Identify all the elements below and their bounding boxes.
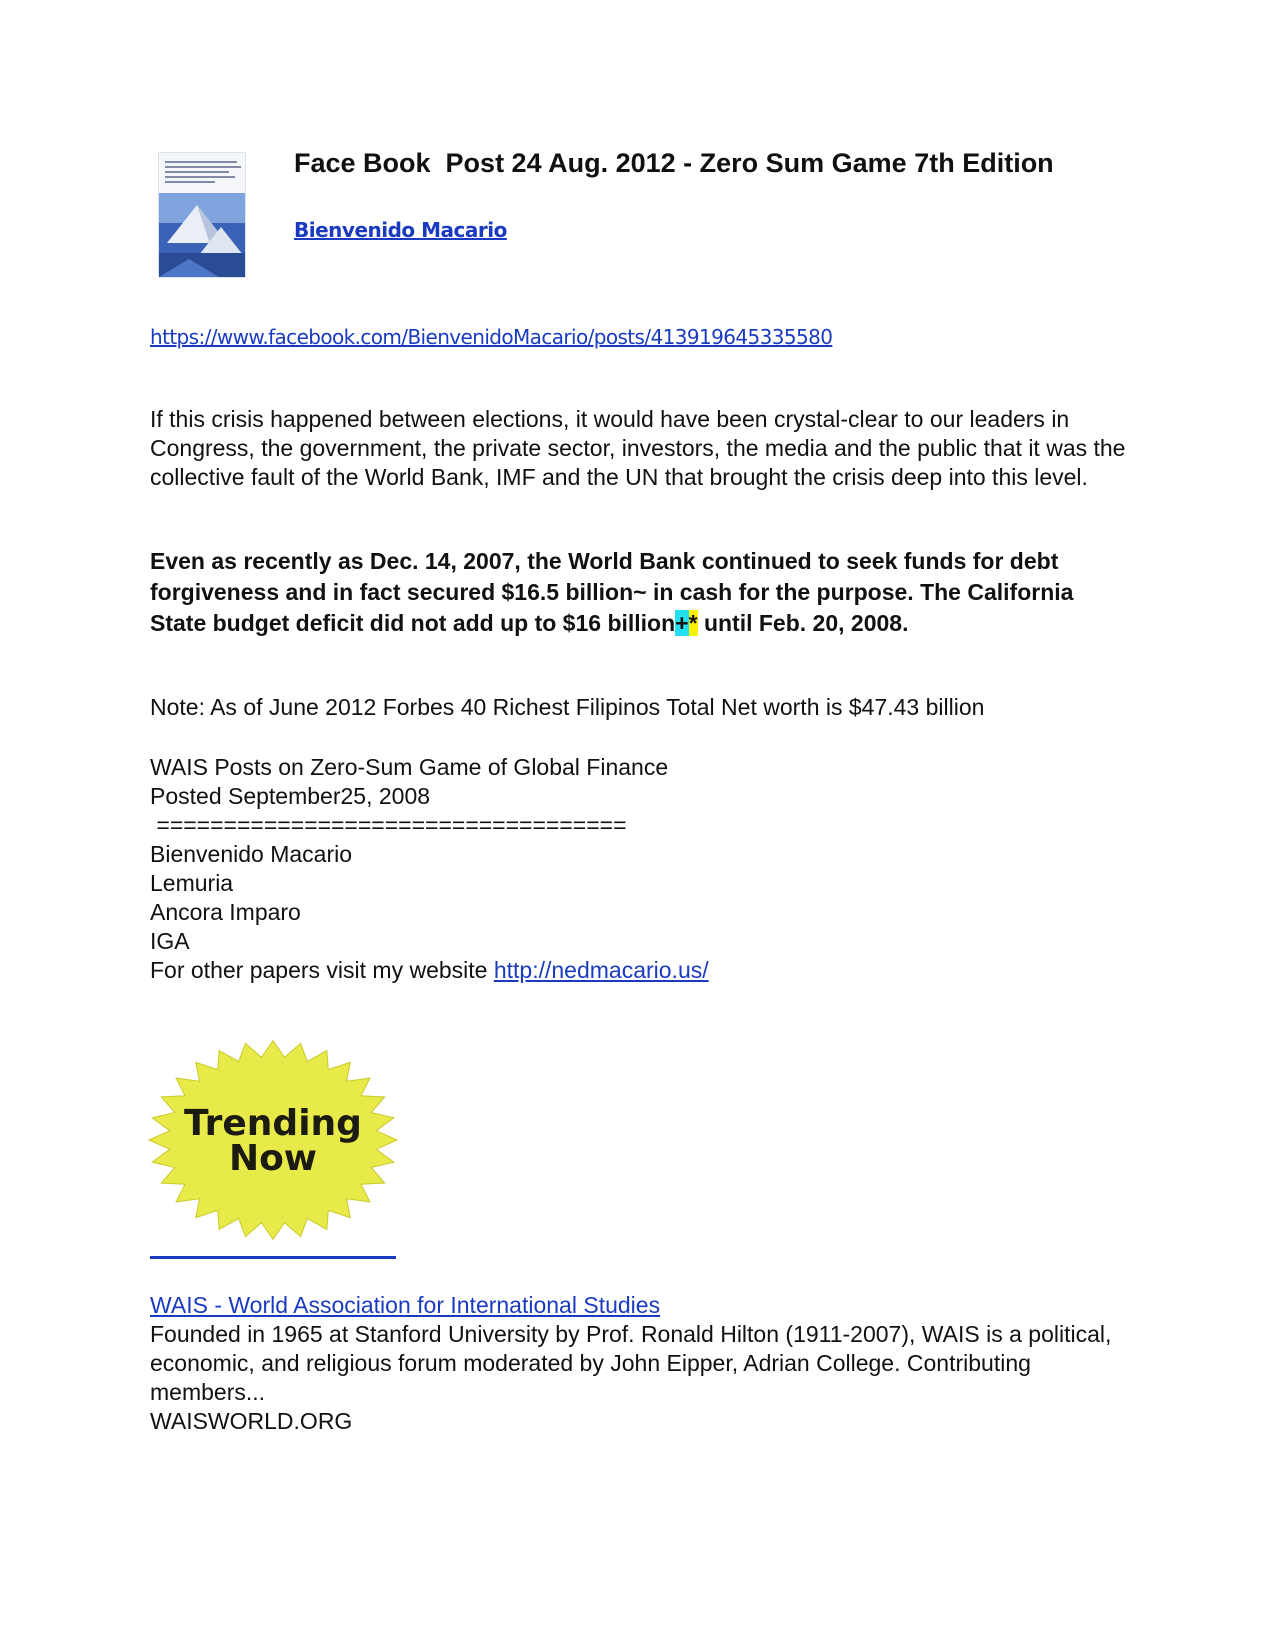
highlight-asterisk: * — [688, 610, 698, 636]
wais-block — [150, 1291, 1130, 1436]
forbes-note: Note: As of June 2012 Forbes 40 Richest Filipinos Total Net worth is $47.43 billion — [150, 694, 985, 720]
trending-now-badge[interactable] — [147, 1040, 399, 1240]
page-title: Face Book Post 24 Aug. 2012 - Zero Sum Game 7th Edition — [294, 148, 1054, 178]
wais-domain: WAISWORLD.ORG — [150, 1408, 353, 1434]
wais-description: Founded in 1965 at Stanford University by Prof. Ronald Hilton (1911-2007), WAIS is a political, economic, and religious forum moderated by John Eipper, Adrian College. Contributing members... — [150, 1321, 1112, 1405]
badge-line2: Now — [228, 1138, 318, 1179]
pyramid-image — [159, 193, 245, 277]
facebook-post-link[interactable]: https://www.facebook.com/BienvenidoMacario/posts/413919645335580 — [150, 325, 833, 349]
website-link[interactable]: http://nedmacario.us/ — [493, 957, 709, 983]
posted-date: Posted September25, 2008 — [150, 783, 431, 809]
badge-link-underline — [150, 1256, 396, 1259]
website-line — [150, 956, 709, 985]
wais-posts-line: WAIS Posts on Zero-Sum Game of Global Finance — [150, 754, 669, 780]
line-lemuria: Lemuria — [150, 870, 234, 896]
book-cover-thumbnail[interactable] — [158, 152, 246, 278]
badge-line1: Trending — [184, 1103, 362, 1144]
author-name: Bienvenido Macario — [150, 841, 353, 867]
line-iga: IGA — [150, 928, 190, 954]
world-bank-text-end: until Feb. 20, 2008. — [697, 610, 909, 636]
line-ancora-imparo: Ancora Imparo — [150, 899, 301, 925]
cover-text-lines — [165, 161, 241, 186]
author-link[interactable]: Bienvenido Macario — [294, 218, 507, 242]
highlight-plus: + — [675, 610, 689, 636]
world-bank-text: Even as recently as Dec. 14, 2007, the World Bank continued to seek funds for debt forgiveness and in fact secured $16.5 billion~ in cash for the purpose. The California State budget deficit did not add up to $16 billion — [150, 548, 1074, 636]
world-bank-paragraph — [150, 546, 1130, 639]
signature-block — [150, 753, 709, 985]
website-prefix: For other papers visit my website — [150, 957, 494, 983]
wais-link[interactable]: WAIS - World Association for International Studies — [150, 1292, 661, 1318]
crisis-paragraph: If this crisis happened between elections, it would have been crystal-clear to our leaders in Congress, the government, the private sector, investors, the media and the public that it was the collective fault of the World Bank, IMF and the UN that brought the crisis deep into this level. — [150, 406, 1126, 490]
separator-line: =================================== — [150, 812, 627, 838]
